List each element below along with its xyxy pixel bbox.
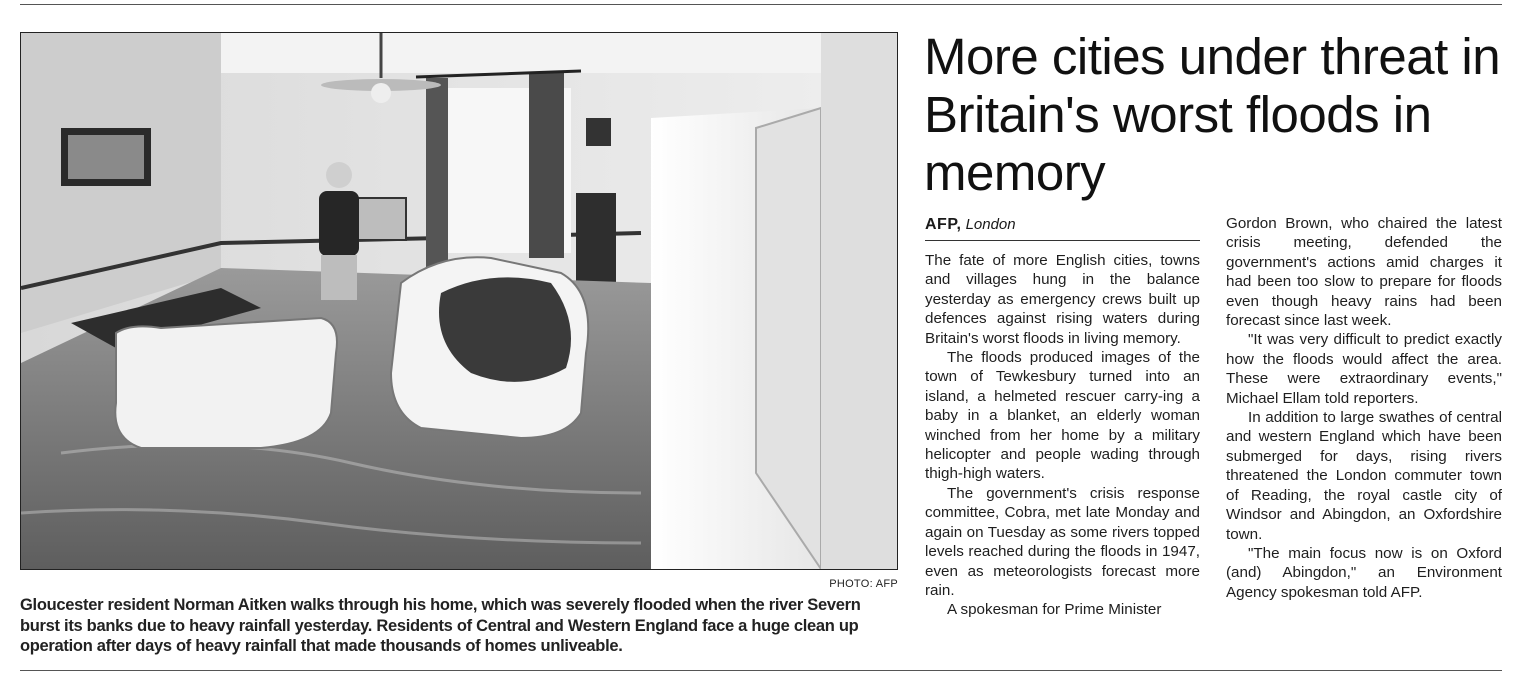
paragraph: The fate of more English cities, towns and villages hung in the balance yesterday as emergency crews built up defences against rising waters during Britain's worst floods in living memory.: [925, 252, 1200, 347]
paragraph: The government's crisis response committee, Cobra, met late Monday and again on Tuesday as some rivers topped levels reached during the floods in 1947, even as meteorologists forecast more rain.: [925, 484, 1200, 599]
paragraph: Gordon Brown, who chaired the latest crisis meeting, defended the government's actions amid charges it had been too slow to prepare for floods even though heavy rains had been forecast since last week.: [1226, 215, 1502, 330]
headline: More cities under threat in Britain's worst floods in memory: [924, 28, 1501, 201]
paragraph: The floods produced images of the town of Tewkesbury turned into an island, a helmeted rescuer carry-ing a baby in a blanket, an elderly woman winched from her home by a military helicopter and people wading through thigh-high waters.: [925, 349, 1200, 483]
top-rule: [20, 4, 1502, 5]
dateline-rule: [925, 240, 1200, 241]
bottom-rule: [20, 670, 1502, 671]
dateline-city: London: [965, 216, 1016, 233]
article-column-2: [1226, 214, 1502, 602]
paragraph: "It was very difficult to predict exactly how the floods would affect the area. These were extraordinary events," Michael Ellam told reporters.: [1226, 331, 1502, 407]
news-photo: [20, 32, 898, 570]
paragraph: In addition to large swathes of central and western England which have been submerged for days, rising rivers threatened the London commuter town of Reading, the royal castle city of Windsor and Abingdon, an Oxfordshire town.: [1226, 409, 1502, 543]
photo-credit: PHOTO: AFP: [829, 578, 898, 590]
dateline: [925, 216, 1200, 234]
paragraph: A spokesman for Prime Minister: [947, 601, 1162, 619]
article-column-1: [925, 251, 1200, 620]
paragraph: "The main focus now is on Oxford (and) Abingdon," an Environment Agency spokesman told AFP.: [1226, 544, 1502, 601]
photo-caption: Gloucester resident Norman Aitken walks through his home, which was severely flooded when the river Severn burst its banks due to heavy rainfall yesterday. Residents of Central and Western England face a huge clean up operation after days of heavy rainfall that made thousands of homes unliveable.: [20, 596, 861, 655]
dateline-source: AFP,: [925, 216, 962, 233]
